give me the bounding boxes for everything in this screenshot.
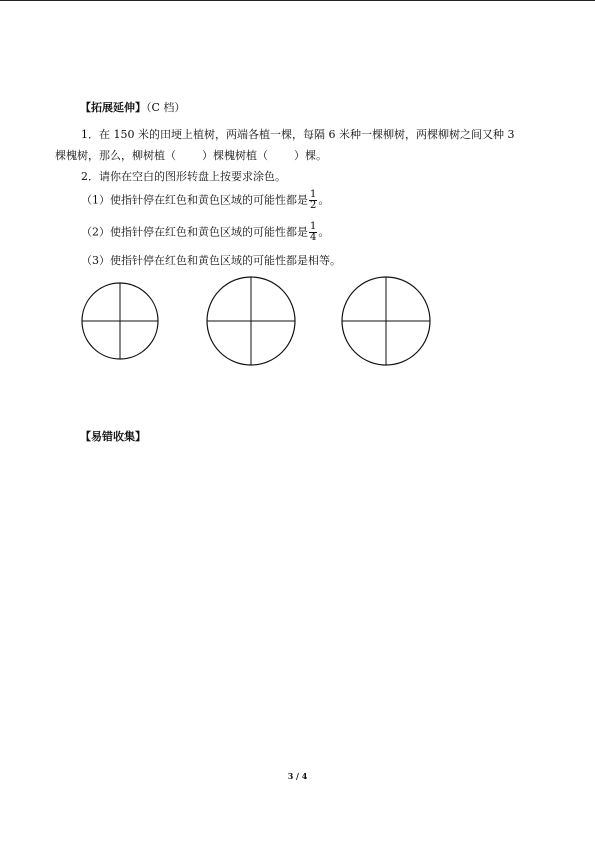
top-rule (0, 0, 595, 1)
q2-item2 (81, 222, 329, 243)
q1-line2 (55, 149, 327, 163)
spinner-circle-1[interactable] (82, 283, 158, 359)
section-c-header (80, 101, 185, 115)
fraction-denominator: 2 (310, 200, 317, 211)
q2-item2-end: 。 (318, 225, 330, 239)
q2-item1-end: 。 (318, 193, 330, 207)
section-c-tag: （C 档） (146, 101, 186, 114)
spinner-circle-3[interactable] (342, 277, 430, 365)
q2-item2-text: （2）使指针停在红色和黄色区域的可能性都是 (81, 225, 308, 239)
page-number: 3 / 4 (287, 771, 308, 781)
spinner-circle-2[interactable] (207, 277, 295, 365)
q1-line1: 1．在 150 米的田埂上植树，两端各植一棵，每隔 6 米种一棵柳树，两棵柳树之间又种 3 (81, 128, 515, 141)
section-c-title: 【拓展延伸】 (80, 101, 146, 114)
spinner-diagrams (0, 270, 595, 370)
q1-line2-part-b: ）棵槐树植（ (202, 149, 268, 162)
fraction-denominator: 4 (310, 232, 317, 243)
fraction-numerator: 1 (310, 189, 317, 200)
fraction-one-half (309, 190, 317, 211)
fraction-numerator: 1 (310, 221, 317, 232)
q1-line2-part-a: 棵槐树，那么，柳树植（ (55, 149, 176, 162)
q2-item1-text: （1）使指针停在红色和黄色区域的可能性都是 (81, 193, 308, 207)
section-errors-title: 【易错收集】 (80, 430, 146, 443)
q1-line2-part-c: ）棵。 (294, 149, 327, 162)
q2-intro: 2．请你在空白的图形转盘上按要求涂色。 (81, 170, 286, 183)
fraction-one-quarter (309, 222, 317, 243)
q2-item3: （3）使指针停在红色和黄色区域的可能性都是相等。 (81, 254, 341, 267)
q2-item1 (81, 190, 329, 211)
